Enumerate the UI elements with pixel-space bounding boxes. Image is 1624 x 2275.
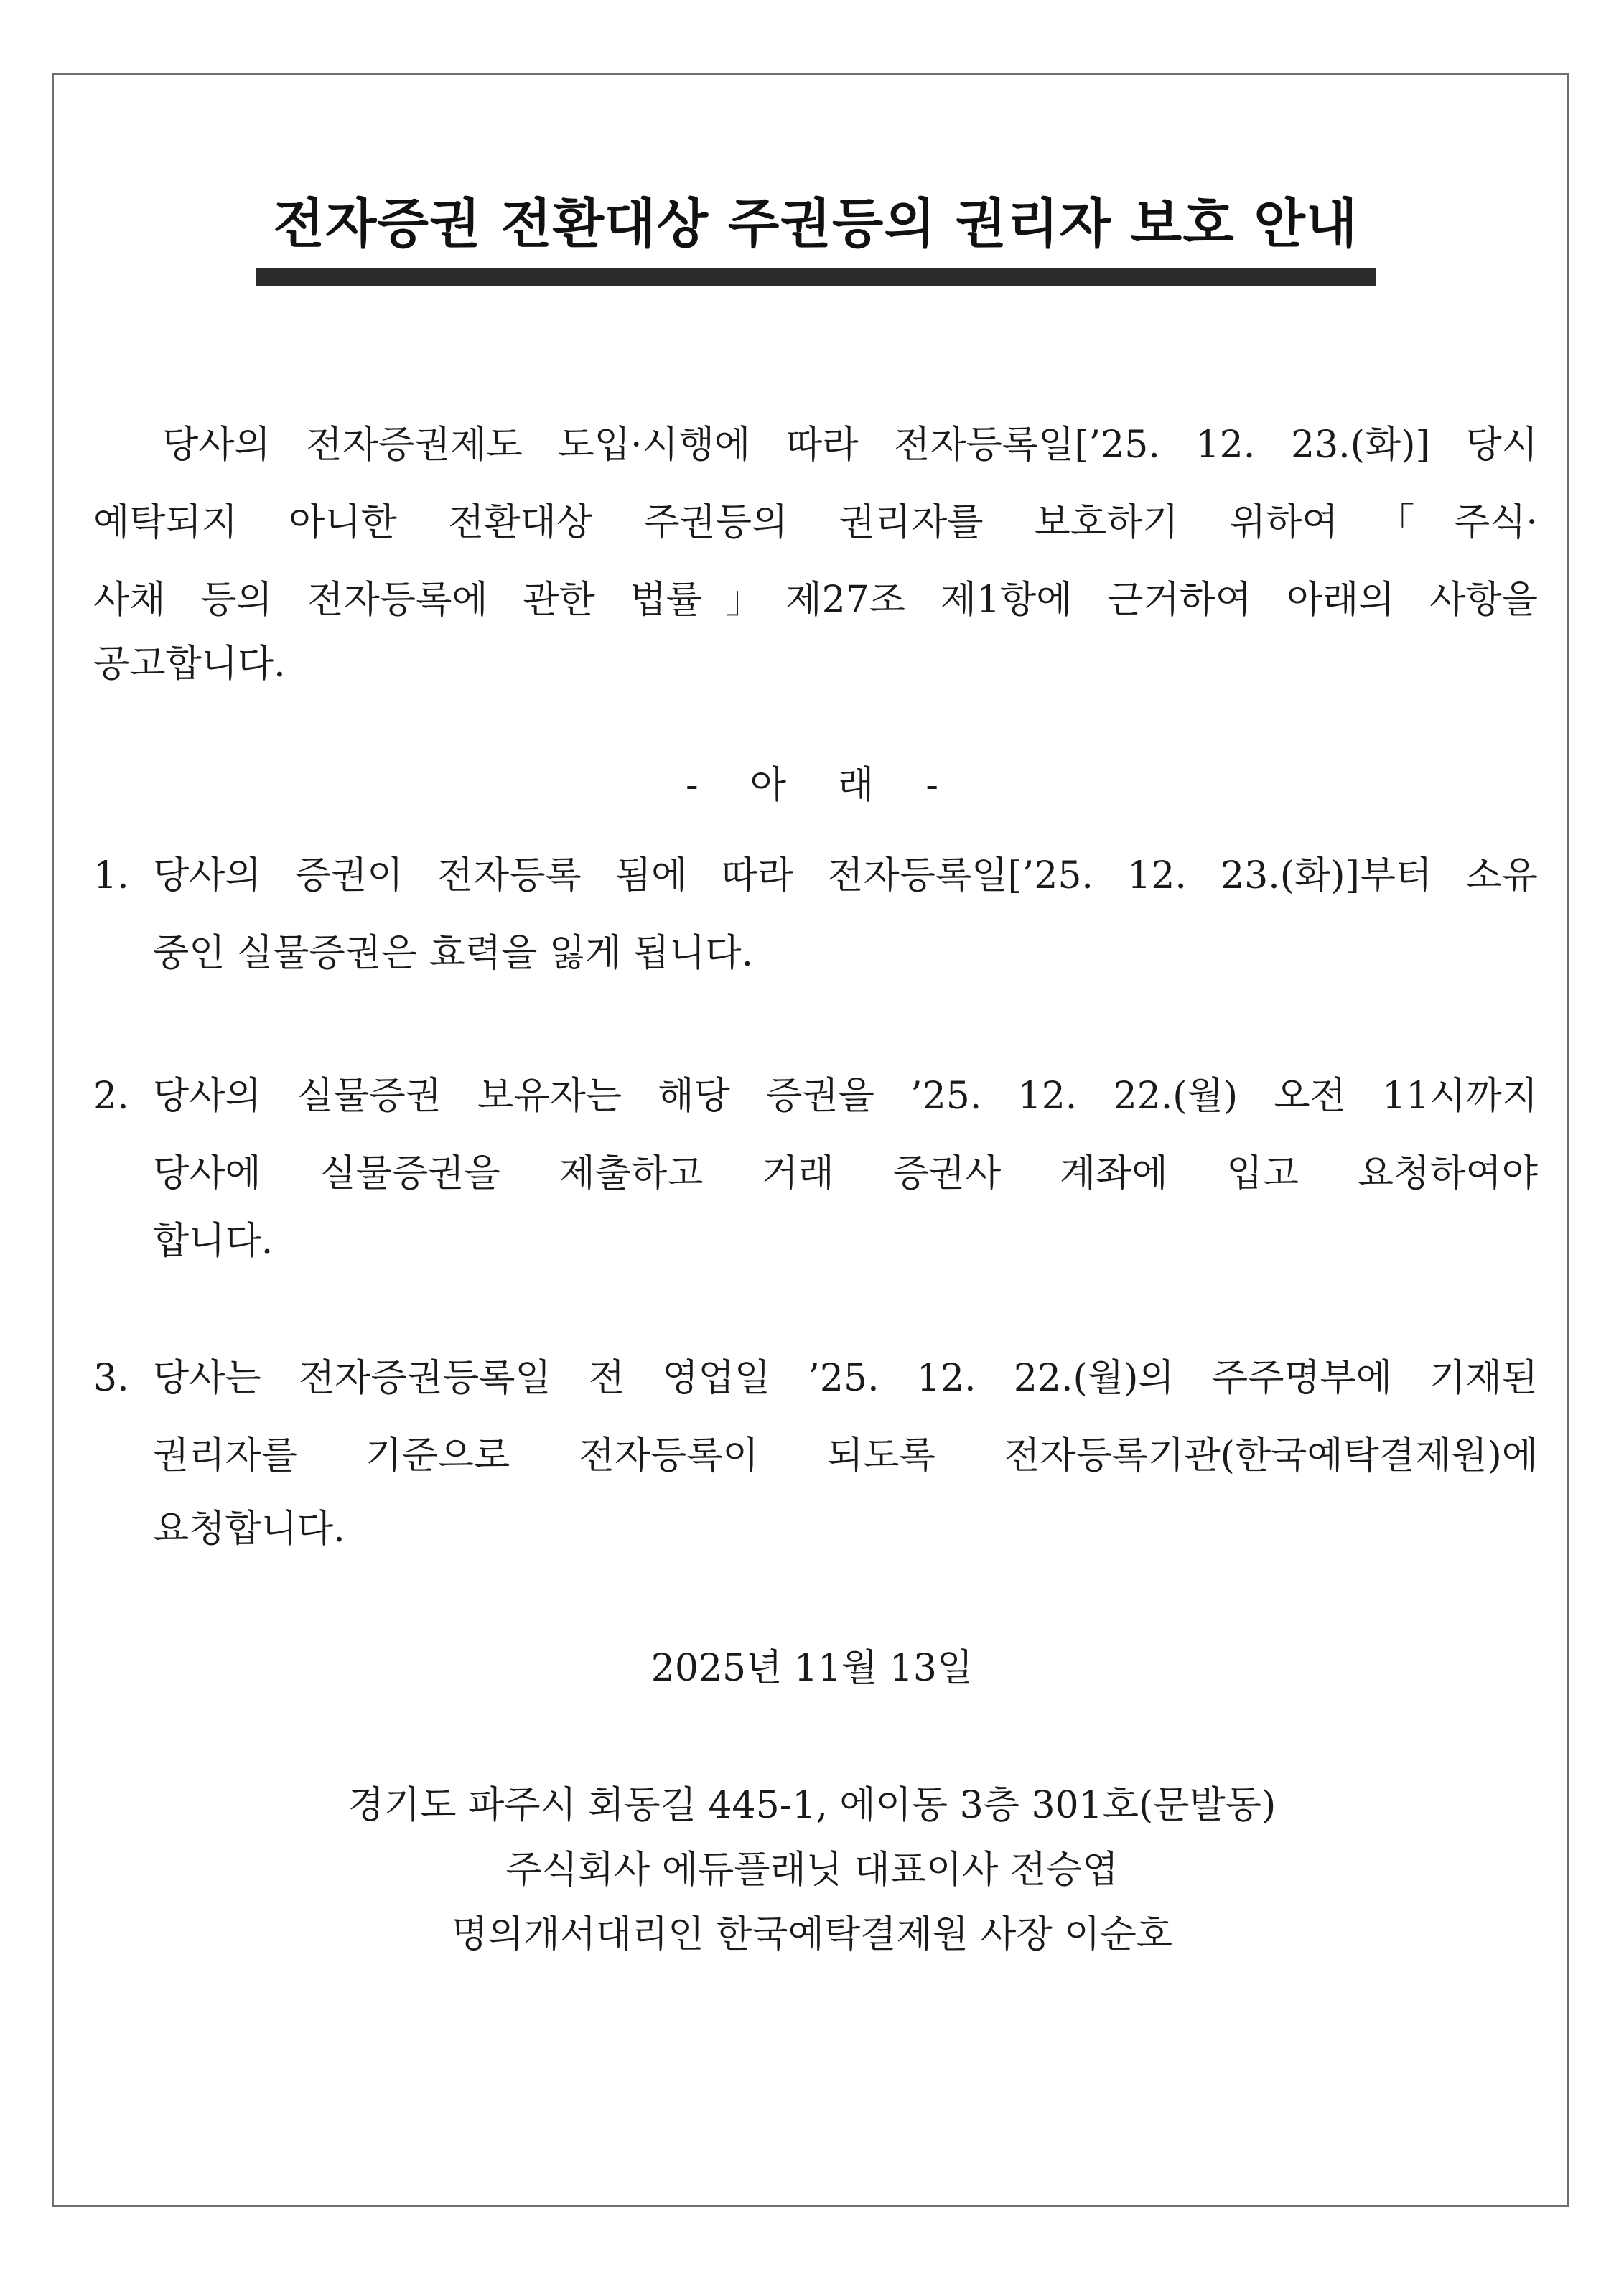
section-separator: - 아 래 - — [686, 764, 938, 807]
intro-line-2: 예탁되지 아니한 전환대상 주권등의 권리자를 보호하기 위하여「주식· — [93, 501, 1538, 544]
intro-line-1: 당사의 전자증권제도 도입·시행에 따라 전자등록일[’25. 12. 23.(화)] 당시 — [162, 424, 1538, 467]
company-representative: 주식회사 에듀플래닛 대표이사 전승엽 — [505, 1849, 1119, 1892]
intro-line-4: 공고합니다. — [93, 643, 286, 686]
item-2-line-2: 당사에 실물증권을 제출하고 거래 증권사 계좌에 입고 요청하여야 — [153, 1152, 1538, 1195]
item-1-line-1: 당사의 증권이 전자등록 됨에 따라 전자등록일[’25. 12. 23.(화)]부터 소유 — [153, 854, 1538, 897]
item-1-number: 1. — [93, 854, 129, 897]
item-3-line-3: 요청합니다. — [153, 1508, 345, 1551]
item-3-number: 3. — [93, 1357, 129, 1400]
company-address: 경기도 파주시 회동길 445-1, 에이동 3층 301호(문발동) — [347, 1784, 1277, 1827]
item-3-line-2: 권리자를 기준으로 전자등록이 되도록 전자등록기관(한국예탁결제원)에 — [153, 1434, 1538, 1477]
page-title: 전자증권 전환대상 주권등의 권리자 보호 안내 — [273, 193, 1358, 255]
item-1-line-2: 중인 실물증권은 효력을 잃게 됩니다. — [153, 932, 754, 975]
item-2-line-3: 합니다. — [153, 1220, 274, 1263]
item-3-line-1: 당사는 전자증권등록일 전 영업일 ’25. 12. 22.(월)의 주주명부에 기재된 — [153, 1357, 1538, 1400]
transfer-agent: 명의개서대리인 한국예탁결제원 사장 이순호 — [452, 1913, 1172, 1956]
item-2-line-1: 당사의 실물증권 보유자는 해당 증권을 ’25. 12. 22.(월) 오전 11시까지 — [153, 1075, 1538, 1118]
intro-line-3: 사채 등의 전자등록에 관한 법률」제27조 제1항에 근거하여 아래의 사항을 — [93, 579, 1538, 622]
title-underline — [256, 268, 1376, 286]
item-2-number: 2. — [93, 1075, 129, 1118]
notice-date: 2025년 11월 13일 — [650, 1647, 974, 1690]
